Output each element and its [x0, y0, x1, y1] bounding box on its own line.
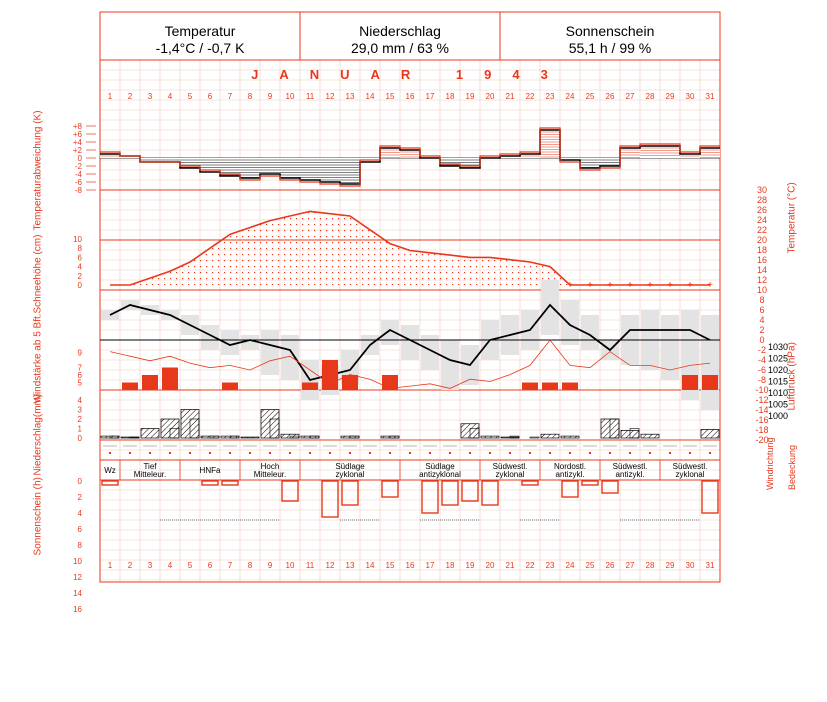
day-label-bottom: 30	[685, 561, 695, 570]
day-label-top: 18	[445, 92, 455, 101]
snow-tick: 10	[73, 235, 82, 244]
pressure-tick: 1030	[767, 342, 789, 352]
label-wind-direction: Windrichtung	[765, 437, 775, 490]
cloud-cover-dot	[329, 452, 331, 454]
day-label-bottom: 2	[127, 561, 133, 570]
wind-bar	[322, 360, 338, 390]
cloud-cover-dot	[369, 452, 371, 454]
weather-type-label: Wz	[104, 466, 116, 475]
day-label-bottom: 4	[167, 561, 173, 570]
temp-dev-bar	[220, 158, 240, 176]
snow-trace-mark: +	[707, 280, 713, 291]
weather-type-label: Südwestl.	[612, 462, 648, 471]
wind-bar	[542, 383, 558, 391]
day-label-top: 11	[305, 92, 315, 101]
cloud-cover-dot	[349, 452, 351, 454]
label-sunshine: Sonnenschein (h)	[32, 477, 44, 556]
temperature-tick: -2	[757, 345, 767, 355]
temp-dev-tick: +4	[72, 138, 82, 147]
label-pressure: Luftdruck (hPa)	[786, 342, 798, 411]
cloud-cover-dot	[209, 452, 211, 454]
temp-dev-tick: +8	[72, 122, 82, 131]
weather-type-sublabel: antizykl.	[555, 470, 585, 479]
temperature-tick: -14	[755, 405, 769, 415]
temperature-range-bar	[541, 280, 559, 335]
weather-type-label: Südwestl.	[672, 462, 708, 471]
day-label-top: 9	[267, 92, 273, 101]
day-label-top: 4	[167, 92, 173, 101]
day-label-bottom: 26	[605, 561, 615, 570]
day-label-top: 6	[207, 92, 213, 101]
temp-dev-tick: +6	[72, 130, 82, 139]
label-cloud-cover: Bedeckung	[787, 444, 797, 490]
day-label-bottom: 31	[705, 561, 715, 570]
sunshine-tick: 6	[77, 525, 82, 534]
label-temp-deviation: Temperaturabweichung (K)	[32, 110, 44, 231]
cloud-cover-dot	[669, 452, 671, 454]
temperature-tick: 22	[756, 225, 768, 235]
sunshine-bar	[282, 481, 298, 501]
sunshine-bar	[522, 481, 538, 485]
sunshine-bar	[222, 481, 238, 485]
temperature-tick: -18	[755, 425, 769, 435]
day-label-bottom: 20	[485, 561, 495, 570]
weather-type-sublabel: Mitteleur.	[133, 470, 167, 479]
weather-type-label: Südwestl.	[492, 462, 528, 471]
day-label-top: 1	[107, 92, 113, 101]
temp-dev-tick: -6	[74, 178, 82, 187]
cloud-cover-dot	[189, 452, 191, 454]
day-label-bottom: 8	[247, 561, 253, 570]
day-label-bottom: 24	[565, 561, 575, 570]
snow-trace-mark: +	[687, 280, 693, 291]
day-label-bottom: 12	[325, 561, 335, 570]
wind-bar	[702, 375, 718, 390]
cloud-cover-dot	[589, 452, 591, 454]
temp-dev-tick: 0	[77, 154, 82, 163]
header-precipitation	[300, 12, 500, 60]
sunshine-bar	[462, 481, 478, 501]
cloud-cover-dot	[709, 452, 711, 454]
temp-dev-tick: -2	[74, 162, 82, 171]
day-label-bottom: 27	[625, 561, 635, 570]
wind-bar	[562, 383, 578, 391]
snow-trace-mark: +	[567, 280, 573, 291]
wind-bar	[302, 383, 318, 391]
day-label-bottom: 5	[187, 561, 193, 570]
precip-tick: 3	[77, 405, 82, 415]
snow-tick: 4	[77, 262, 82, 272]
sunshine-tick: 16	[73, 605, 82, 614]
wind-tick: 6	[77, 371, 82, 380]
temperature-range-bar	[261, 330, 279, 375]
weather-type-sublabel: antizykl.	[615, 470, 645, 479]
day-label-bottom: 3	[147, 561, 153, 570]
day-label-bottom: 10	[285, 561, 295, 570]
temp-dev-bar	[300, 158, 320, 180]
day-label-bottom: 25	[585, 561, 595, 570]
cloud-cover-dot	[549, 452, 551, 454]
header-sunshine	[500, 12, 720, 60]
day-label-top: 30	[685, 92, 695, 101]
snow-trace-mark: +	[587, 280, 593, 291]
sunshine-tick: 4	[77, 509, 82, 518]
pressure-tick: 1020	[767, 365, 789, 375]
day-label-top: 10	[285, 92, 295, 101]
day-label-top: 27	[625, 92, 635, 101]
temperature-tick: -4	[757, 355, 767, 365]
temperature-tick: -10	[755, 385, 769, 395]
sunshine-tick: 12	[73, 573, 82, 582]
cloud-cover-dot	[109, 452, 111, 454]
weather-type-sublabel: zyklonal	[495, 470, 525, 479]
wind-bar	[382, 375, 398, 390]
day-label-top: 14	[365, 92, 375, 101]
temp-dev-bar	[580, 158, 600, 168]
day-label-bottom: 21	[505, 561, 515, 570]
temperature-tick: 16	[756, 255, 768, 265]
temperature-tick: 30	[756, 185, 768, 195]
cloud-cover-dot	[229, 452, 231, 454]
day-label-bottom: 19	[465, 561, 475, 570]
precip-bar	[241, 437, 259, 438]
pressure-tick: 1005	[767, 399, 789, 410]
wind-bar	[142, 375, 158, 390]
snow-trace-mark: +	[647, 280, 653, 291]
precip-bar	[701, 429, 719, 438]
wind-bar	[122, 383, 138, 391]
day-label-top: 16	[405, 92, 415, 101]
day-label-top: 12	[325, 92, 335, 101]
month-label: JANUAR 1943	[251, 67, 569, 82]
pressure-tick: 1015	[767, 376, 789, 387]
cloud-cover-dot	[569, 452, 571, 454]
precip-tick: 4	[77, 396, 82, 405]
precip-bar	[561, 436, 579, 438]
snow-tick: 6	[77, 253, 82, 263]
temperature-tick: 0	[759, 335, 765, 345]
precipitation-title: Niederschlag	[359, 23, 441, 39]
temp-dev-bar	[380, 148, 400, 158]
sunshine-bar	[382, 481, 398, 497]
day-label-bottom: 17	[425, 561, 435, 570]
day-label-bottom: 15	[385, 561, 395, 570]
cloud-cover-dot	[469, 452, 471, 454]
temperature-range-bar	[701, 315, 719, 410]
precip-tick: 1	[77, 424, 82, 434]
precip-bar	[641, 434, 659, 438]
pressure-tick: 1025	[767, 353, 789, 364]
sunshine-bar	[602, 481, 618, 493]
wind-bar	[162, 368, 178, 391]
temperature-tick: 8	[759, 295, 765, 305]
sunshine-bar	[702, 481, 718, 513]
temperature-tick: -6	[757, 365, 767, 375]
temperature-range-bar	[561, 300, 579, 345]
snow-area	[100, 211, 720, 285]
sunshine-bar	[582, 481, 598, 485]
weather-type-label: Hoch	[260, 462, 280, 471]
day-label-top: 23	[545, 92, 555, 101]
temperature-title: Temperatur	[164, 23, 236, 39]
temperature-tick: 24	[756, 215, 768, 225]
temperature-value: -1,4°C / -0,7 K	[155, 40, 245, 56]
day-label-bottom: 22	[525, 561, 535, 570]
temp-dev-tick: +2	[72, 146, 82, 155]
weather-type-sublabel: zyklonal	[675, 470, 705, 479]
temperature-tick: 20	[756, 235, 768, 245]
cloud-cover-dot	[509, 452, 511, 454]
wind-bar	[682, 375, 698, 390]
sunshine-bar	[422, 481, 438, 513]
temperature-tick: -8	[757, 375, 767, 385]
sunshine-tick: 8	[77, 541, 82, 550]
temperature-tick: 2	[759, 325, 765, 335]
day-label-bottom: 29	[665, 561, 675, 570]
precip-snow-bar	[530, 437, 539, 438]
sunshine-tick: 10	[73, 557, 82, 566]
temperature-tick: 10	[756, 285, 768, 295]
precipitation-value: 29,0 mm / 63 %	[350, 40, 450, 56]
day-label-bottom: 16	[405, 561, 415, 570]
day-label-bottom: 23	[545, 561, 555, 570]
sunshine-bar	[102, 481, 118, 485]
cloud-cover-dot	[609, 452, 611, 454]
day-label-top: 20	[485, 92, 495, 101]
day-label-bottom: 7	[227, 561, 233, 570]
day-label-bottom: 11	[305, 561, 315, 570]
sunshine-value: 55,1 h / 99 %	[568, 40, 652, 56]
temperature-tick: 18	[756, 245, 768, 255]
snow-tick: 0	[77, 281, 82, 290]
day-label-top: 24	[565, 92, 575, 101]
temperature-tick: 6	[759, 305, 765, 315]
day-label-top: 26	[605, 92, 615, 101]
temperature-range-bar	[441, 340, 459, 390]
temperature-tick: 28	[756, 195, 768, 205]
cloud-cover-dot	[649, 452, 651, 454]
day-label-top: 17	[425, 92, 435, 101]
weather-type-sublabel: zyklonal	[335, 470, 365, 479]
day-label-bottom: 13	[345, 561, 355, 570]
cloud-cover-dot	[289, 452, 291, 454]
weather-type-label: Südlage	[335, 462, 365, 471]
header-temperature	[100, 12, 300, 60]
temp-dev-bar	[260, 158, 280, 174]
wind-tick: 9	[77, 348, 82, 358]
precip-tick: 2	[77, 415, 82, 424]
temperature-tick: -16	[755, 415, 769, 425]
temp-dev-tick: -4	[74, 170, 82, 179]
sunshine-title: Sonnenschein	[565, 23, 655, 39]
sunshine-bar	[322, 481, 338, 517]
precip-bar	[481, 436, 499, 438]
cloud-cover-dot	[249, 452, 251, 454]
sunshine-bar	[202, 481, 218, 485]
snow-tick: 8	[77, 244, 82, 254]
temp-dev-bar	[620, 148, 640, 158]
day-label-top: 25	[585, 92, 595, 101]
weather-type-sublabel: Mitteleur.	[253, 470, 287, 479]
day-label-top: 21	[505, 92, 515, 101]
cloud-cover-dot	[169, 452, 171, 454]
weather-type-label: HNFa	[199, 466, 221, 475]
sunshine-tick: 0	[77, 477, 82, 486]
cloud-cover-dot	[429, 452, 431, 454]
label-temperature: Temperatur (°C)	[786, 182, 798, 254]
day-label-top: 22	[525, 92, 535, 101]
day-label-top: 19	[465, 92, 475, 101]
cloud-cover-dot	[449, 452, 451, 454]
day-label-top: 28	[645, 92, 655, 101]
snow-trace-mark: +	[667, 280, 673, 291]
precip-bar	[541, 434, 559, 438]
day-label-top: 7	[227, 92, 233, 101]
wind-bar	[342, 375, 358, 390]
cloud-cover-dot	[309, 452, 311, 454]
precip-bar	[141, 429, 159, 439]
day-label-top: 15	[385, 92, 395, 101]
sunshine-bar	[342, 481, 358, 505]
snow-trace-mark: +	[627, 280, 633, 291]
day-label-top: 2	[127, 92, 133, 101]
temperature-tick: 12	[756, 275, 768, 285]
cloud-cover-dot	[529, 452, 531, 454]
day-label-top: 13	[345, 92, 355, 101]
cloud-cover-dot	[149, 452, 151, 454]
day-label-bottom: 9	[267, 561, 273, 570]
sunshine-bar	[482, 481, 498, 505]
cloud-cover-dot	[629, 452, 631, 454]
cloud-cover-dot	[269, 452, 271, 454]
temp-dev-bar	[700, 148, 720, 158]
wind-tick: 7	[77, 363, 82, 373]
label-snow-depth: Schneehöhe (cm)	[32, 234, 44, 314]
wind-bar	[222, 383, 238, 391]
snow-trace-mark: +	[607, 280, 613, 291]
cloud-cover-dot	[129, 452, 131, 454]
cloud-cover-dot	[689, 452, 691, 454]
weather-type-label: Tief	[143, 462, 157, 471]
day-label-bottom: 6	[207, 561, 213, 570]
day-label-top: 5	[187, 92, 193, 101]
sunshine-bar	[562, 481, 578, 497]
day-label-bottom: 1	[107, 561, 113, 570]
pressure-tick: 1010	[767, 388, 789, 398]
sunshine-tick: 2	[77, 493, 82, 502]
sunshine-bar	[442, 481, 458, 505]
temperature-tick: 4	[759, 315, 765, 325]
cloud-cover-dot	[389, 452, 391, 454]
day-label-top: 3	[147, 92, 153, 101]
temperature-tick: -20	[755, 435, 769, 445]
day-label-bottom: 18	[445, 561, 455, 570]
weather-type-label: Nordostl.	[553, 462, 587, 471]
day-label-bottom: 28	[645, 561, 655, 570]
pressure-tick: 1000	[767, 411, 789, 421]
sunshine-tick: 14	[73, 589, 82, 598]
day-label-top: 29	[665, 92, 675, 101]
wind-tick: 5	[77, 378, 82, 388]
label-wind: Windstärke ab 5 Bft.	[32, 313, 44, 404]
day-label-top: 8	[247, 92, 253, 101]
label-precipitation: Niederschlag(mm)	[32, 393, 44, 476]
weather-type-label: Südlage	[425, 462, 455, 471]
temperature-tick: 14	[756, 265, 768, 275]
day-label-bottom: 14	[365, 561, 375, 570]
precip-tick: 0	[77, 434, 82, 443]
cloud-cover-dot	[409, 452, 411, 454]
temperature-tick: -12	[755, 395, 769, 405]
temperature-tick: 26	[756, 205, 768, 215]
snow-tick: 2	[77, 271, 82, 281]
cloud-cover-dot	[489, 452, 491, 454]
weather-type-sublabel: antizyklonal	[419, 470, 461, 479]
wind-bar	[522, 383, 538, 391]
day-label-top: 31	[705, 92, 715, 101]
temp-dev-tick: -8	[74, 186, 82, 195]
